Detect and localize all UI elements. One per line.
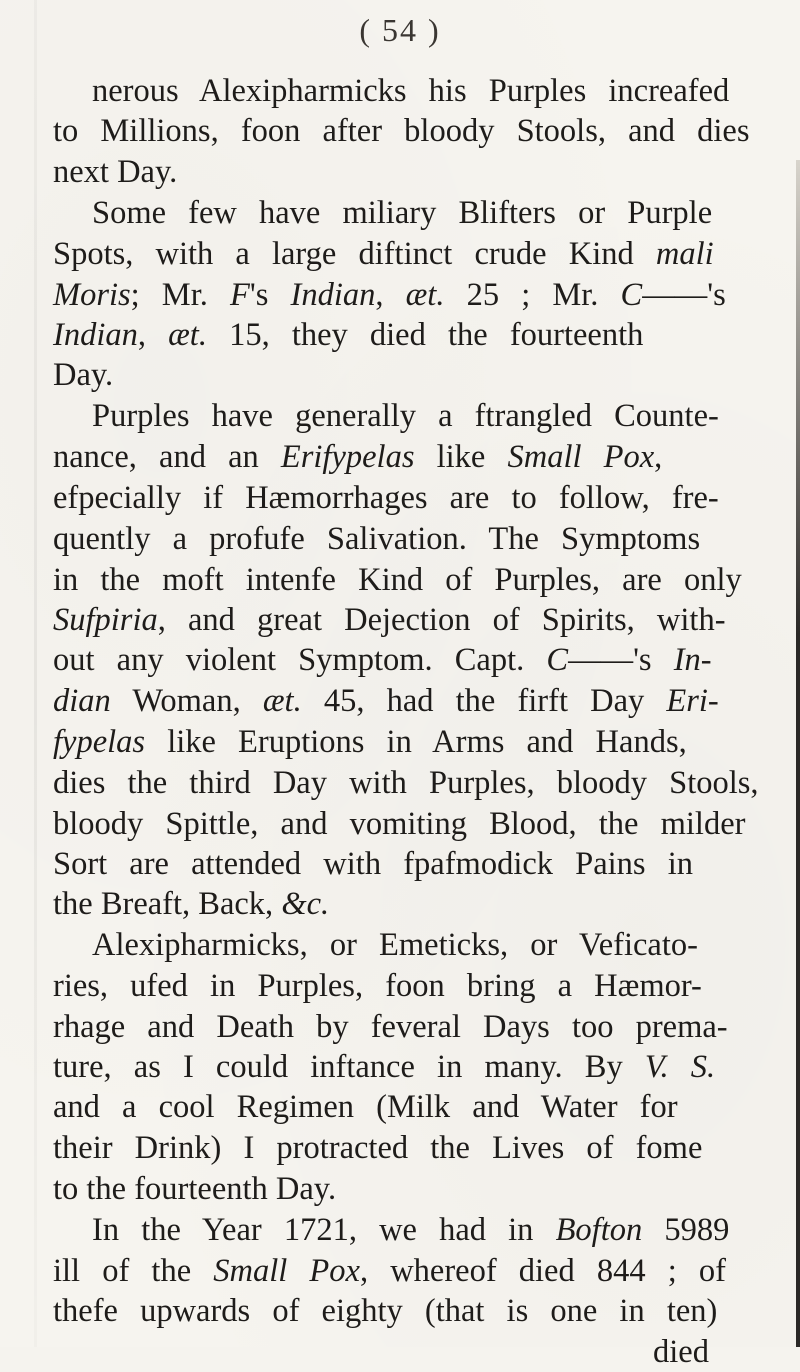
text-segment: in the moft intenfe Kind of Purples, are only <box>53 562 742 598</box>
text-segment: their Drink) I protracted the Lives of fome <box>53 1130 703 1166</box>
text-segment: like Eruptions in Arms and Hands, <box>145 724 687 760</box>
text-segment: like <box>414 439 508 475</box>
text-line <box>53 152 177 192</box>
text-segment: the Breaft, Back, <box>53 886 282 922</box>
text-segment: 5989 <box>642 1212 730 1248</box>
text-segment: 45, had the firft Day <box>301 683 667 719</box>
text-segment: 25 ; Mr. <box>444 277 621 313</box>
text-segment: quently a profufe Salivation. The Symptoms <box>53 521 701 557</box>
text-segment: nance, and an <box>53 439 281 475</box>
italic-text: fypelas <box>53 724 146 760</box>
italic-text: dian <box>53 683 111 719</box>
italic-text: C <box>546 642 569 678</box>
italic-text: æt. <box>168 317 207 353</box>
text-segment: Spots, with a large diftinct crude Kind <box>53 236 656 272</box>
text-segment: bloody Spittle, and vomiting Blood, the milder <box>53 806 746 842</box>
text-segment: , and great Dejection of Spirits, with- <box>157 602 726 638</box>
text-line <box>653 1332 709 1372</box>
text-segment: 's <box>249 277 291 313</box>
text-line <box>53 966 702 1006</box>
text-line <box>92 71 729 111</box>
italic-text: Indian <box>290 277 376 313</box>
text-line <box>53 681 719 721</box>
page-number: ( 54 ) <box>359 12 441 48</box>
italic-text: F <box>230 277 250 313</box>
text-segment: In the Year 1721, we had in <box>92 1212 556 1248</box>
text-line <box>53 1007 728 1047</box>
text-line <box>53 355 113 395</box>
text-segment: out any violent Symptom. Capt. <box>53 642 547 678</box>
text-line <box>53 1128 702 1168</box>
italic-text: Sufpiria <box>53 602 158 638</box>
text-segment: ries, ufed in Purples, foon bring a Hæmor- <box>53 968 702 1004</box>
text-line <box>53 560 742 600</box>
italic-text: mali <box>655 236 714 272</box>
text-line <box>53 478 719 518</box>
text-line <box>92 396 719 436</box>
text-segment: to Millions, foon after bloody Stools, and dies <box>53 113 750 149</box>
text-line <box>53 519 700 559</box>
text-line <box>53 111 750 151</box>
text-line <box>53 1047 715 1087</box>
text-segment: , <box>654 439 663 475</box>
text-segment: thefe upwards of eighty (that is one in ten) <box>53 1293 718 1329</box>
text-segment: efpecially if Hæmorrhages are to follow, fre- <box>53 480 719 516</box>
text-segment: ture, as I could inftance in many. By <box>53 1049 645 1085</box>
text-segment: , whereof died 844 ; of <box>359 1253 726 1289</box>
italic-text: Moris <box>53 277 131 313</box>
text-line <box>53 275 726 315</box>
text-line <box>53 640 712 680</box>
text-segment: died <box>653 1334 709 1370</box>
italic-text: Erifypelas <box>280 439 415 475</box>
text-segment: Alexipharmicks, or Emeticks, or Veficato- <box>92 927 698 963</box>
italic-text: Bofton <box>555 1212 643 1248</box>
text-segment: 15, they died the fourteenth <box>206 317 644 353</box>
text-line <box>53 1251 726 1291</box>
text-line <box>53 1169 336 1209</box>
text-segment: dies the third Day with Purples, bloody Stools, <box>53 765 759 801</box>
text-segment: ; Mr. <box>130 277 230 313</box>
text-line <box>92 1210 729 1250</box>
text-line <box>53 234 714 274</box>
italic-text: Small Pox <box>213 1253 360 1289</box>
text-line <box>53 722 687 762</box>
italic-text: æt. <box>405 277 445 313</box>
text-line <box>53 1087 678 1127</box>
text-segment: Sort are attended with fpafmodick Pains in <box>53 846 693 882</box>
text-segment: Woman, <box>110 683 263 719</box>
page-crease <box>34 0 37 1347</box>
text-segment: ill of the <box>53 1253 214 1289</box>
text-line <box>53 600 726 640</box>
text-segment: next Day. <box>53 154 178 190</box>
text-line <box>53 804 745 844</box>
text-segment: Purples have generally a ftrangled Counte- <box>92 398 719 434</box>
italic-text: Small Pox <box>507 439 655 475</box>
page-edge-shadow <box>796 160 800 1347</box>
text-segment: , <box>137 317 169 353</box>
text-segment: ——'s <box>568 642 674 678</box>
text-line <box>53 884 329 924</box>
text-segment: nerous Alexipharmicks his Purples increafed <box>92 73 730 109</box>
text-segment: to the fourteenth Day. <box>53 1171 337 1207</box>
text-line <box>53 1291 717 1331</box>
italic-text: In- <box>673 642 712 678</box>
text-line <box>92 925 698 965</box>
text-line <box>53 315 643 355</box>
text-line <box>53 763 759 803</box>
italic-text: C <box>620 277 643 313</box>
text-line <box>92 193 712 233</box>
italic-text: Eri- <box>666 683 719 719</box>
text-segment: , <box>375 277 406 313</box>
text-segment: ——'s <box>642 277 726 313</box>
text-line <box>53 437 662 477</box>
text-segment: Day. <box>53 357 114 393</box>
text-line <box>53 844 693 884</box>
italic-text: æt. <box>262 683 302 719</box>
text-segment: Some few have miliary Blifters or Purple <box>92 195 713 231</box>
text-segment: rhage and Death by feveral Days too prema- <box>53 1009 728 1045</box>
italic-text: V. S. <box>644 1049 716 1085</box>
text-segment: and a cool Regimen (Milk and Water for <box>53 1089 678 1125</box>
italic-text: &c. <box>281 886 330 922</box>
italic-text: Indian <box>53 317 138 353</box>
